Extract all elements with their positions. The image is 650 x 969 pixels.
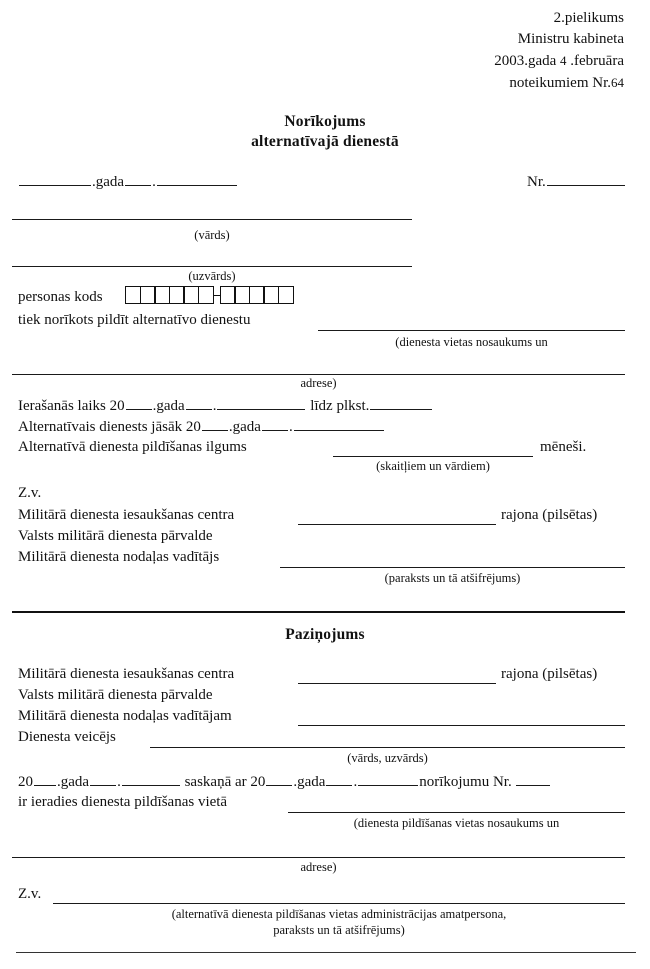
official-signature-caption-2: paraksts un tā atšifrējums) bbox=[273, 923, 405, 937]
name-rule[interactable] bbox=[12, 219, 412, 220]
duration-caption: (skaitļiem un vārdiem) bbox=[376, 459, 490, 473]
personal-code-cell[interactable] bbox=[198, 286, 214, 304]
order-number-label: Nr. bbox=[527, 174, 546, 190]
surname-caption: (uzvārds) bbox=[188, 269, 236, 283]
confirmation-year-prefix: 20 bbox=[18, 774, 33, 790]
header-date-month: .februāra bbox=[570, 53, 624, 69]
page-title-line1: Norīkojums bbox=[284, 113, 366, 130]
start-line bbox=[18, 417, 385, 437]
start-day-blank[interactable] bbox=[262, 417, 288, 431]
confirmation-month-blank[interactable] bbox=[122, 772, 180, 786]
arrived-place-caption-2: adrese) bbox=[300, 860, 337, 874]
start-year-blank[interactable] bbox=[202, 417, 228, 431]
order-ref-dot: . bbox=[353, 774, 358, 790]
page-title bbox=[0, 112, 650, 152]
start-gada: .gada bbox=[228, 419, 261, 435]
arrived-place-rule[interactable] bbox=[288, 812, 625, 813]
order-date-line bbox=[18, 172, 238, 192]
order-number-blank[interactable] bbox=[547, 172, 625, 186]
authority1-signature-rule[interactable] bbox=[280, 567, 625, 568]
name-caption: (vārds) bbox=[194, 228, 230, 242]
official-signature-rule[interactable] bbox=[53, 903, 625, 904]
order-ref-number-blank[interactable] bbox=[516, 772, 550, 786]
personal-code-cell[interactable] bbox=[234, 286, 250, 304]
order-ref-month-blank[interactable] bbox=[358, 772, 418, 786]
arrival-month-blank[interactable] bbox=[217, 396, 305, 410]
duration-rule[interactable] bbox=[333, 456, 533, 457]
confirmation-day-blank[interactable] bbox=[90, 772, 116, 786]
header-date-day: 4 bbox=[560, 53, 567, 68]
order-date-year-blank[interactable] bbox=[19, 172, 91, 186]
assignment-place-caption-1: (dienesta vietas nosaukums un bbox=[395, 335, 548, 349]
personal-code-cell[interactable] bbox=[154, 286, 170, 304]
personal-code-cell[interactable] bbox=[125, 286, 141, 304]
personal-code-cell[interactable] bbox=[278, 286, 294, 304]
arrival-line bbox=[18, 396, 433, 416]
arrived-address-rule[interactable] bbox=[12, 857, 625, 858]
header-annex: 2.pielikums bbox=[553, 10, 624, 26]
header-regulation-prefix: noteikumiem Nr. bbox=[509, 75, 611, 91]
authority2-line3-rule[interactable] bbox=[298, 725, 625, 726]
surname-rule[interactable] bbox=[12, 266, 412, 267]
order-date-month-blank[interactable] bbox=[157, 172, 237, 186]
personal-code-cell[interactable] bbox=[220, 286, 236, 304]
performer-rule[interactable] bbox=[150, 747, 625, 748]
order-ref-gada: .gada bbox=[293, 774, 326, 790]
authority1-line1: Militārā dienesta iesaukšanas centra bbox=[18, 507, 235, 523]
page-bottom-rule bbox=[16, 952, 636, 953]
personal-code-label: personas kods bbox=[18, 289, 103, 305]
assignment-text: tiek norīkots pildīt alternatīvo dienestu bbox=[18, 312, 251, 328]
order-ref-year-blank[interactable] bbox=[266, 772, 292, 786]
order-number-line bbox=[527, 172, 626, 192]
personal-code-right-group[interactable] bbox=[220, 286, 293, 304]
personal-code-field[interactable] bbox=[125, 286, 293, 304]
confirmation-year-blank[interactable] bbox=[34, 772, 56, 786]
order-date-dot: . bbox=[152, 174, 156, 190]
document-header bbox=[494, 8, 624, 94]
authority2-line1: Militārā dienesta iesaukšanas centra bbox=[18, 666, 235, 682]
authority2-line2: Valsts militārā dienesta pārvalde bbox=[18, 687, 213, 703]
authority2-line3: Militārā dienesta nodaļas vadītājam bbox=[18, 708, 232, 724]
seal-label-1: Z.v. bbox=[18, 485, 42, 501]
confirmation-according-to: saskaņā ar 20 bbox=[184, 774, 266, 790]
performer-label: Dienesta veicējs bbox=[18, 729, 116, 745]
performer-caption: (vārds, uzvārds) bbox=[347, 751, 428, 765]
page-title-line2: alternatīvajā dienestā bbox=[251, 133, 399, 150]
authority1-line2: Valsts militārā dienesta pārvalde bbox=[18, 528, 213, 544]
arrival-gada: .gada bbox=[152, 398, 185, 414]
arrived-text: ir ieradies dienesta pildīšanas vietā bbox=[18, 794, 228, 810]
duration-label: Alternatīvā dienesta pildīšanas ilgums bbox=[18, 439, 247, 455]
header-regulation-number: 64 bbox=[611, 75, 624, 90]
arrival-label: Ierašanās laiks 20 bbox=[18, 398, 125, 414]
authority1-line3: Militārā dienesta nodaļas vadītājs bbox=[18, 549, 220, 565]
section-divider bbox=[12, 611, 625, 613]
arrival-until-label: līdz plkst. bbox=[310, 398, 370, 414]
order-ref-word: norīkojumu Nr. bbox=[419, 774, 512, 790]
section2-heading: Paziņojums bbox=[285, 626, 365, 643]
personal-code-cell[interactable] bbox=[140, 286, 156, 304]
duration-unit: mēneši. bbox=[540, 439, 587, 455]
arrival-dot: . bbox=[212, 398, 217, 414]
start-month-blank[interactable] bbox=[294, 417, 384, 431]
authority1-region-label: rajona (pilsētas) bbox=[501, 507, 598, 523]
confirmation-date-line bbox=[18, 772, 551, 792]
personal-code-cell[interactable] bbox=[249, 286, 265, 304]
authority1-region-rule[interactable] bbox=[298, 524, 496, 525]
header-issuer: Ministru kabineta bbox=[517, 31, 624, 47]
personal-code-left-group[interactable] bbox=[125, 286, 213, 304]
header-date-prefix: 2003.gada bbox=[494, 53, 557, 69]
order-date-gada: .gada bbox=[92, 174, 125, 190]
authority2-region-label: rajona (pilsētas) bbox=[501, 666, 598, 682]
order-ref-day-blank[interactable] bbox=[326, 772, 352, 786]
confirmation-gada: .gada bbox=[57, 774, 90, 790]
order-date-day-blank[interactable] bbox=[125, 172, 151, 186]
personal-code-cell[interactable] bbox=[263, 286, 279, 304]
assignment-place-rule[interactable] bbox=[318, 330, 625, 331]
arrival-day-blank[interactable] bbox=[186, 396, 212, 410]
authority2-region-rule[interactable] bbox=[298, 683, 496, 684]
personal-code-separator bbox=[213, 295, 220, 296]
personal-code-cell[interactable] bbox=[169, 286, 185, 304]
confirmation-dot: . bbox=[117, 774, 121, 790]
start-dot: . bbox=[288, 419, 293, 435]
arrival-time-blank[interactable] bbox=[370, 396, 432, 410]
start-label: Alternatīvais dienests jāsāk 20 bbox=[18, 419, 201, 435]
arrival-year-blank[interactable] bbox=[126, 396, 152, 410]
assignment-place-caption-2: adrese) bbox=[300, 376, 337, 390]
official-signature-caption-1: (alternatīvā dienesta pildīšanas vietas administrācijas amatpersona, bbox=[171, 907, 507, 921]
personal-code-cell[interactable] bbox=[183, 286, 199, 304]
seal-label-2: Z.v. bbox=[18, 886, 42, 902]
arrived-place-caption-1: (dienesta pildīšanas vietas nosaukums un bbox=[353, 816, 560, 830]
authority1-signature-caption: (paraksts un tā atšifrējums) bbox=[384, 571, 521, 585]
header-date bbox=[494, 50, 624, 72]
header-regulation bbox=[494, 72, 624, 94]
